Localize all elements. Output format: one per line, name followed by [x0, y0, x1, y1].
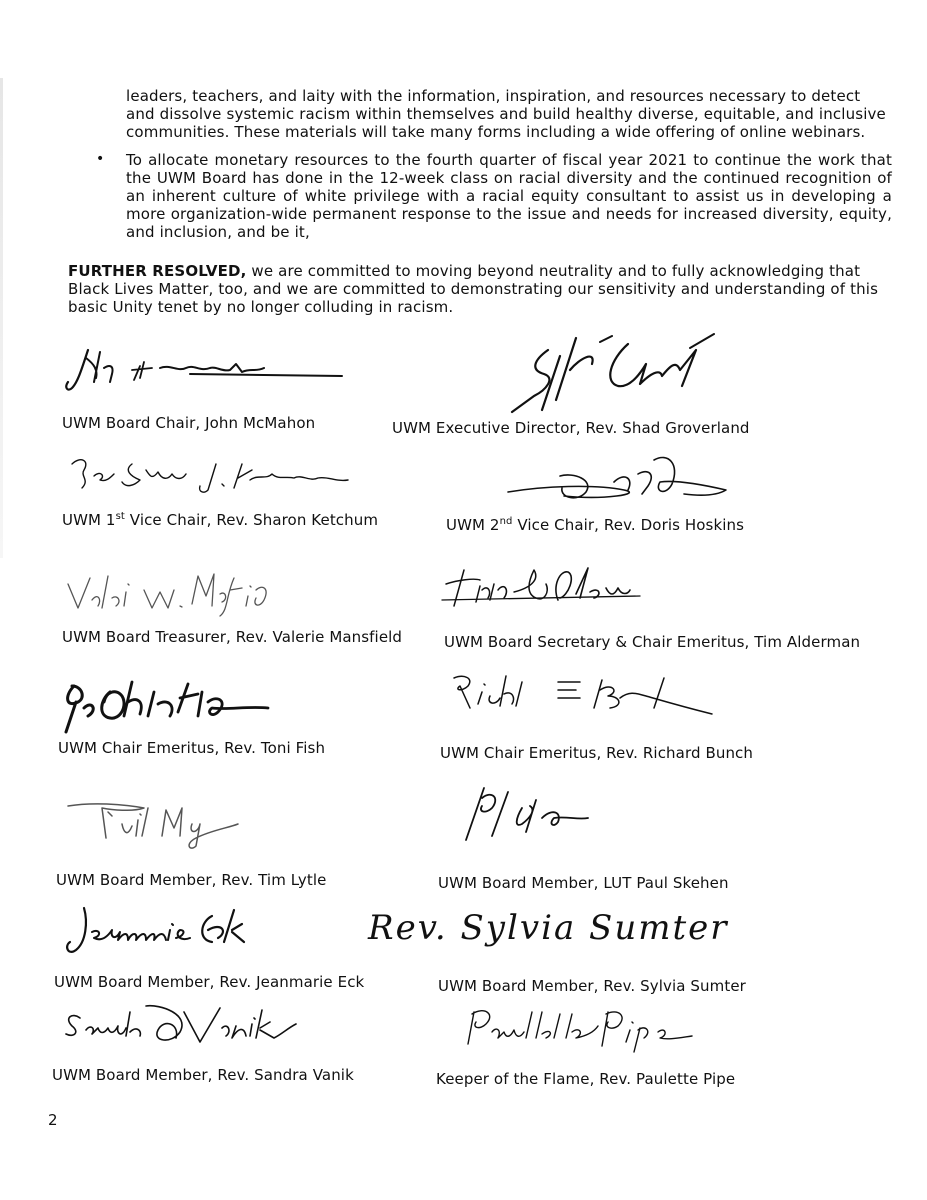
signatory-mansfield: UWM Board Treasurer, Rev. Valerie Mansfield [62, 628, 403, 646]
signature-mcmahon [60, 338, 350, 398]
signatory-lytle: UWM Board Member, Rev. Tim Lytle [56, 871, 327, 889]
signatory-vanik: UWM Board Member, Rev. Sandra Vanik [52, 1066, 354, 1084]
signature-hoskins [504, 450, 734, 510]
signature-sumter: Rev. Sylvia Sumter [368, 908, 729, 948]
signatory-pipe: Keeper of the Flame, Rev. Paulette Pipe [436, 1070, 736, 1088]
signatory-groverland: UWM Executive Director, Rev. Shad Groverland [392, 419, 750, 437]
signature-ketchum [66, 450, 356, 500]
signatory-fish: UWM Chair Emeritus, Rev. Toni Fish [58, 739, 326, 757]
signature-vanik [60, 998, 300, 1058]
resolved-text: we are committed to moving beyond neutrality and to fully acknowledging that Black Lives Matter, too, and we are committed to demonstrating our sensitivity and understanding of this basic Unity tenet by no longer colluding in racism. [68, 262, 879, 316]
further-resolved-paragraph [68, 262, 898, 316]
signatory-eck: UWM Board Member, Rev. Jeanmarie Eck [54, 973, 365, 991]
signature-fish [58, 672, 278, 742]
paragraph-continuation: leaders, teachers, and laity with the information, inspiration, and resources necessary to detect and dissolve systemic racism within themselves and build healthy diverse, equitable, and inclusive communities. These materials will take many forms including a wide offering of online webinars. [126, 87, 886, 141]
signature-alderman [440, 562, 650, 618]
resolved-heading: FURTHER RESOLVED, [68, 262, 247, 280]
signature-mansfield [64, 566, 284, 622]
bullet-icon: • [96, 151, 105, 167]
signature-groverland [500, 330, 730, 420]
signatory-mcmahon: UWM Board Chair, John McMahon [62, 414, 316, 432]
page-number: 2 [48, 1111, 58, 1129]
signature-pipe [462, 1002, 702, 1054]
signature-lytle [62, 794, 272, 854]
scan-edge-shadow [0, 78, 3, 558]
bullet-item: To allocate monetary resources to the fourth quarter of fiscal year 2021 to continue the work that the UWM Board has done in the 12-week class on racial diversity and the continued recognition of an inherent culture of white privilege with a racial equity consultant to assist us in developing a more organization-wide permanent response to the issue and needs for increased diversity, equity, and inclusion, and be it, [126, 151, 892, 241]
signatory-bunch: UWM Chair Emeritus, Rev. Richard Bunch [440, 744, 753, 762]
signature-bunch [450, 668, 720, 718]
signature-skehen [462, 778, 602, 848]
signatory-ketchum: UWM 1st Vice Chair, Rev. Sharon Ketchum [62, 511, 379, 529]
signatory-hoskins: UWM 2nd Vice Chair, Rev. Doris Hoskins [446, 516, 745, 534]
signature-eck [62, 902, 252, 962]
signatory-sumter: UWM Board Member, Rev. Sylvia Sumter [438, 977, 746, 995]
signatory-skehen: UWM Board Member, LUT Paul Skehen [438, 874, 729, 892]
signatory-alderman: UWM Board Secretary & Chair Emeritus, Tim Alderman [444, 633, 861, 651]
